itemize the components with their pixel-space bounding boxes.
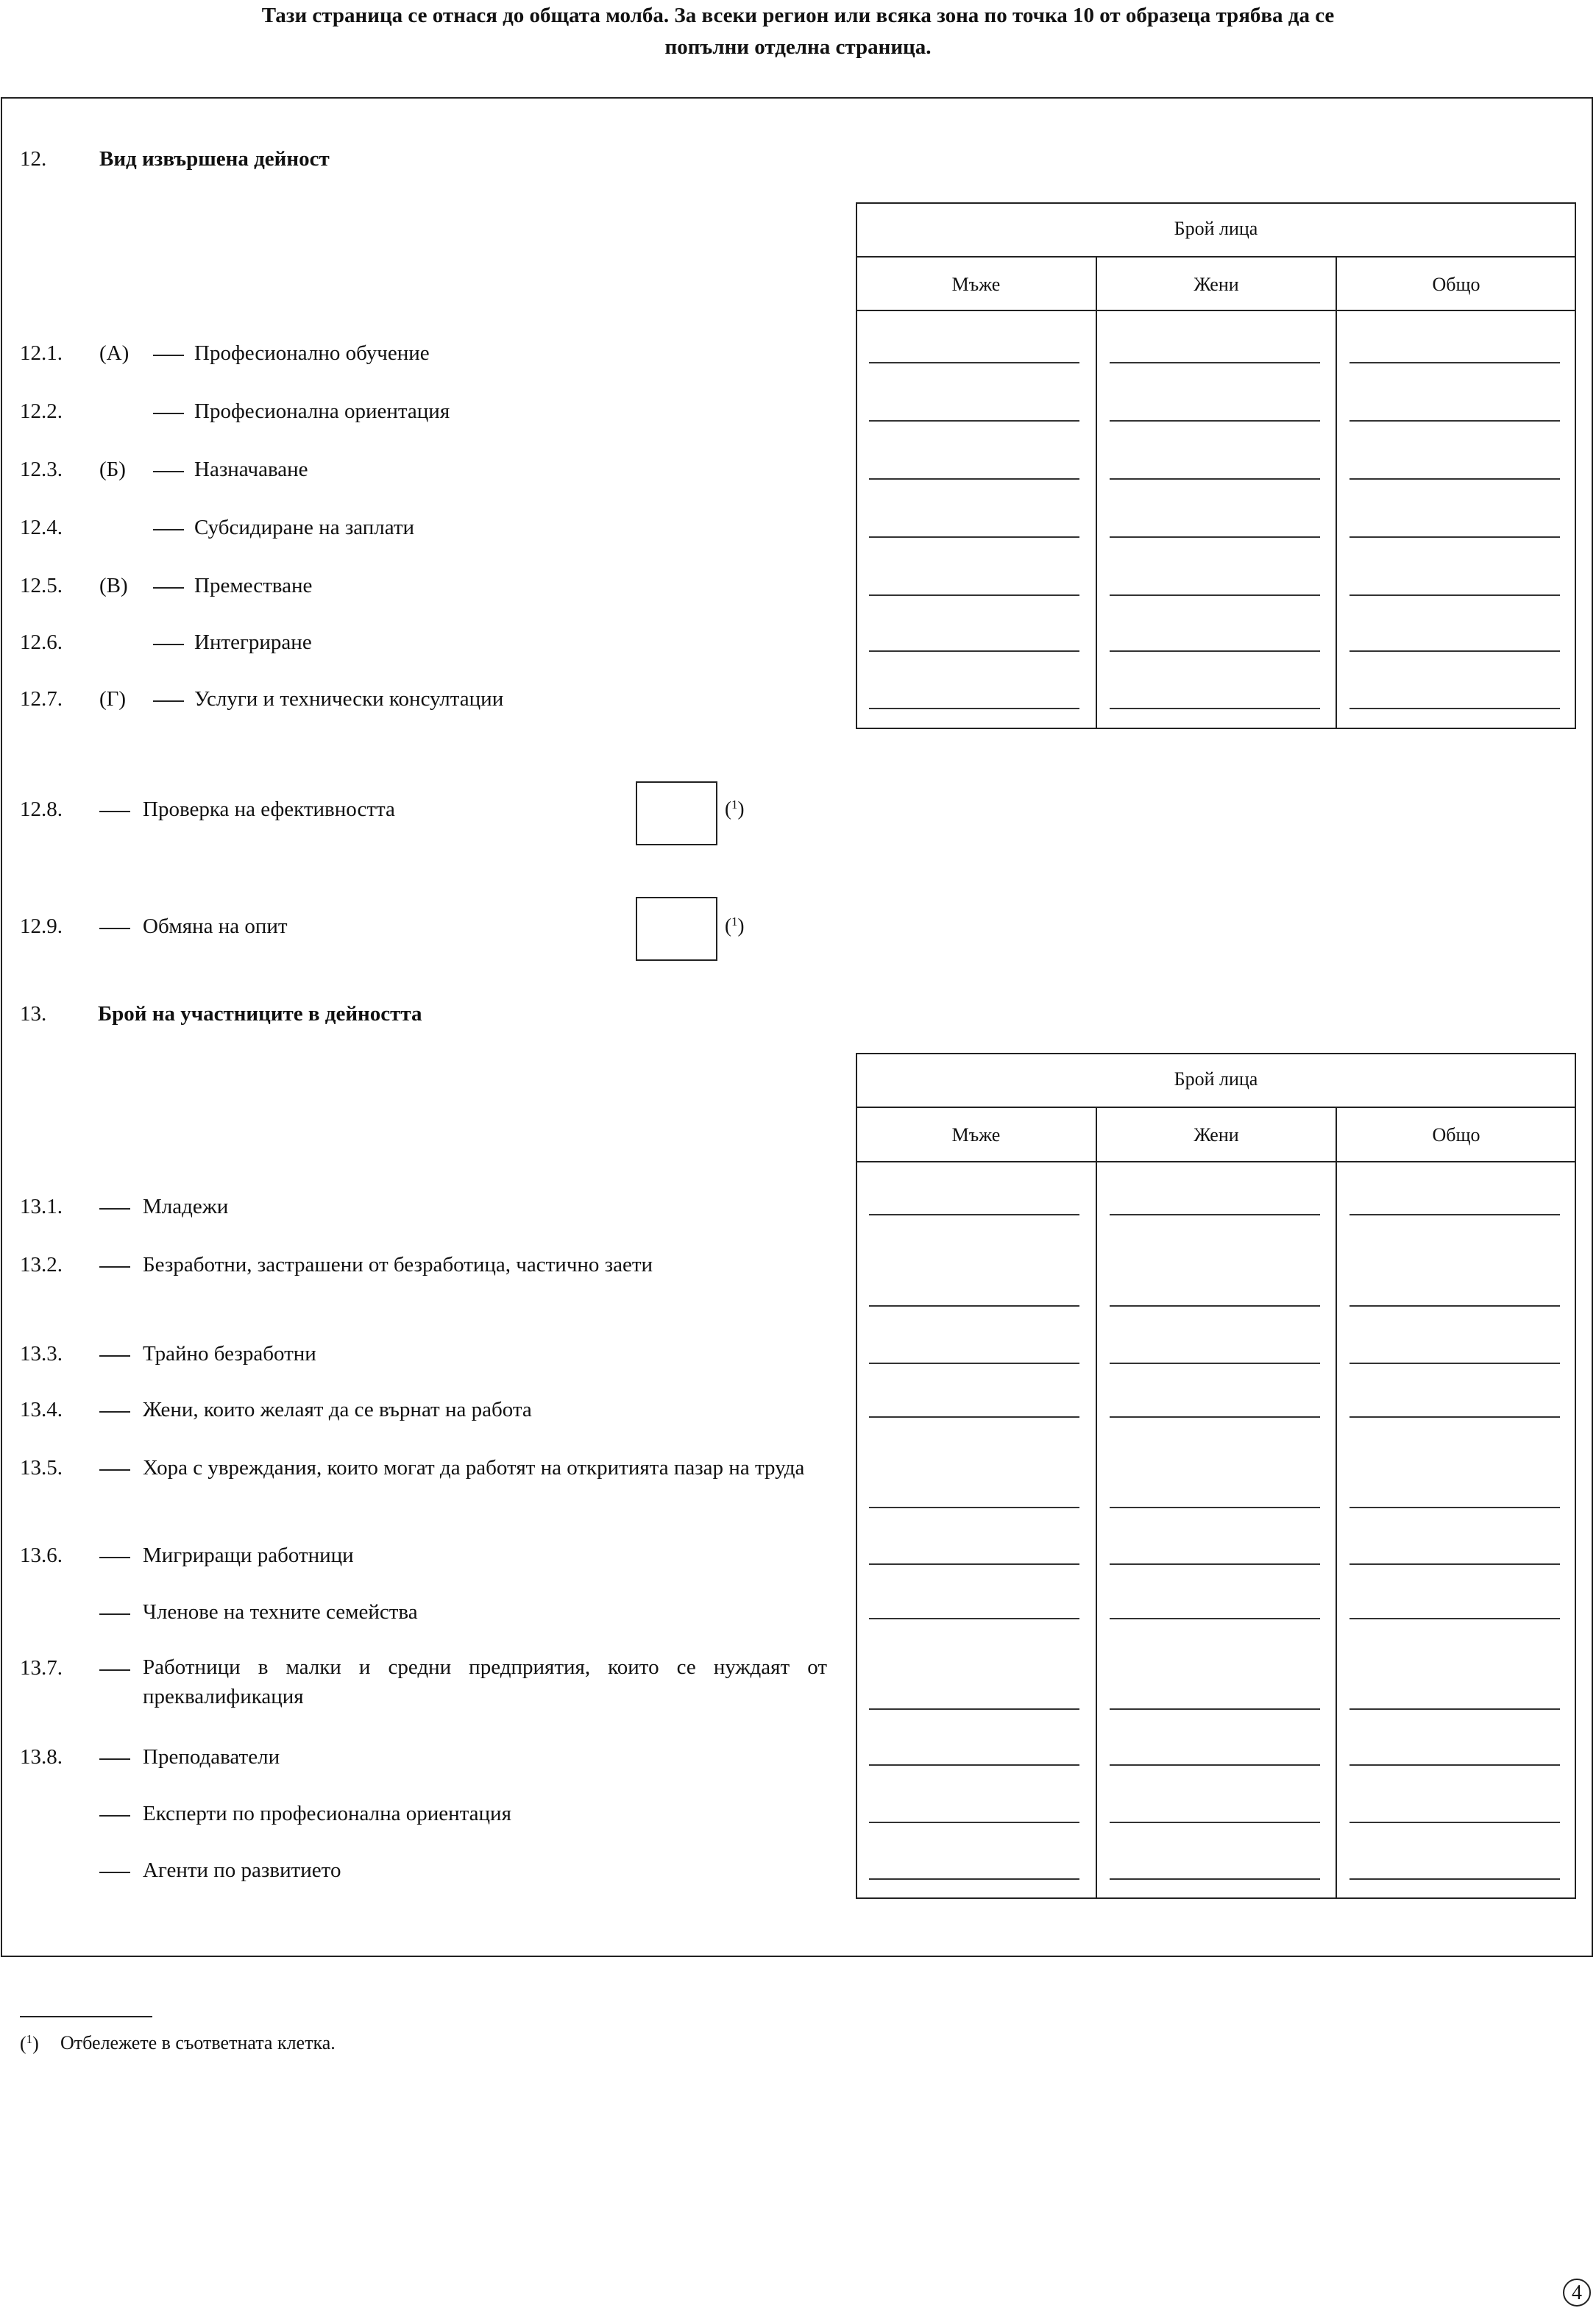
men-field[interactable] bbox=[869, 594, 1079, 596]
men-field[interactable] bbox=[869, 1878, 1079, 1880]
page-number: 4 bbox=[1563, 2279, 1591, 2307]
footnote-rule bbox=[20, 2016, 152, 2017]
women-field[interactable] bbox=[1110, 478, 1320, 480]
men-field[interactable] bbox=[869, 1618, 1079, 1619]
row-number: 13.2. bbox=[20, 1253, 63, 1276]
row-number: 13.7. bbox=[20, 1656, 63, 1680]
women-field[interactable] bbox=[1110, 1822, 1320, 1823]
men-field[interactable] bbox=[869, 1822, 1079, 1823]
total-field[interactable] bbox=[1349, 1507, 1560, 1508]
women-field[interactable] bbox=[1110, 420, 1320, 422]
row-number: 12.7. bbox=[20, 687, 63, 711]
women-field[interactable] bbox=[1110, 1878, 1320, 1880]
dash bbox=[99, 1669, 130, 1671]
men-field[interactable] bbox=[869, 536, 1079, 538]
total-field[interactable] bbox=[1349, 594, 1560, 596]
row-number: 12.1. bbox=[20, 341, 63, 365]
row-label: Преподаватели bbox=[143, 1745, 280, 1769]
dash bbox=[153, 587, 184, 589]
men-field[interactable] bbox=[869, 1214, 1079, 1215]
total-field[interactable] bbox=[1349, 1363, 1560, 1364]
table-12-col-divider bbox=[1336, 256, 1337, 729]
dash bbox=[99, 811, 130, 812]
experience-exchange-checkbox[interactable] bbox=[636, 897, 717, 961]
row-label: Трайно безработни bbox=[143, 1342, 316, 1366]
table-12-divider bbox=[856, 256, 1576, 258]
table-12-group-header: Брой лица bbox=[1174, 218, 1258, 239]
table-12-divider bbox=[856, 310, 1576, 311]
men-field[interactable] bbox=[869, 420, 1079, 422]
dash bbox=[99, 1411, 130, 1413]
row-label: Мигриращи работници bbox=[143, 1544, 354, 1567]
table-12-col-women: Жени bbox=[1194, 274, 1239, 295]
total-field[interactable] bbox=[1349, 1822, 1560, 1823]
dash bbox=[153, 413, 184, 414]
total-field[interactable] bbox=[1349, 1214, 1560, 1215]
women-field[interactable] bbox=[1110, 1764, 1320, 1766]
table-12-col-total: Общо bbox=[1432, 274, 1480, 295]
table-13 bbox=[856, 1053, 1576, 1899]
dash bbox=[99, 1872, 130, 1873]
dash bbox=[99, 1557, 130, 1558]
header-line-2: попълни отделна страница. bbox=[664, 35, 932, 59]
men-field[interactable] bbox=[869, 1764, 1079, 1766]
dash bbox=[153, 471, 184, 472]
men-field[interactable] bbox=[869, 478, 1079, 480]
row-number: 12.8. bbox=[20, 798, 63, 821]
women-field[interactable] bbox=[1110, 708, 1320, 709]
women-field[interactable] bbox=[1110, 362, 1320, 363]
row-label: Проверка на ефективността bbox=[143, 798, 395, 821]
row-number: 12.3. bbox=[20, 458, 63, 481]
table-13-col-total: Общо bbox=[1432, 1124, 1480, 1146]
men-field[interactable] bbox=[869, 1507, 1079, 1508]
row-number: 12.2. bbox=[20, 400, 63, 423]
footnote-ref: ($^1$) bbox=[725, 798, 745, 820]
women-field[interactable] bbox=[1110, 1416, 1320, 1418]
total-field[interactable] bbox=[1349, 650, 1560, 652]
row-label: Младежи bbox=[143, 1195, 229, 1218]
women-field[interactable] bbox=[1110, 1507, 1320, 1508]
row-label: Жени, които желаят да се върнат на работа bbox=[143, 1398, 532, 1421]
men-field[interactable] bbox=[869, 1416, 1079, 1418]
row-label: Услуги и технически консултации bbox=[194, 687, 504, 711]
women-field[interactable] bbox=[1110, 650, 1320, 652]
men-field[interactable] bbox=[869, 708, 1079, 709]
total-field[interactable] bbox=[1349, 1878, 1560, 1880]
header-line-1: Тази страница се отнася до общата молба. За всеки регион или всяка зона по точка 10 от образеца трябва да се bbox=[261, 4, 1335, 27]
table-13-group-header: Брой лица bbox=[1174, 1068, 1258, 1090]
men-field[interactable] bbox=[869, 1305, 1079, 1307]
row-letter: (Б) bbox=[99, 458, 126, 481]
row-label: Работници в малки и средни предприятия, които се нуждаят от преквалификация bbox=[143, 1655, 827, 1708]
dash bbox=[153, 529, 184, 530]
row-number: 13.6. bbox=[20, 1544, 63, 1567]
men-field[interactable] bbox=[869, 1563, 1079, 1565]
table-13-divider bbox=[856, 1107, 1576, 1108]
men-field[interactable] bbox=[869, 1708, 1079, 1710]
women-field[interactable] bbox=[1110, 1363, 1320, 1364]
total-field[interactable] bbox=[1349, 536, 1560, 538]
section-13-number: 13. bbox=[20, 1002, 47, 1026]
row-number: 13.4. bbox=[20, 1398, 63, 1421]
dash bbox=[99, 1355, 130, 1357]
total-field[interactable] bbox=[1349, 1708, 1560, 1710]
row-number: 12.4. bbox=[20, 516, 63, 539]
effectiveness-checkbox[interactable] bbox=[636, 781, 717, 845]
dash bbox=[99, 1758, 130, 1760]
dash bbox=[153, 644, 184, 645]
row-number: 13.3. bbox=[20, 1342, 63, 1366]
footnote-ref: ($^1$) bbox=[725, 915, 745, 937]
total-field[interactable] bbox=[1349, 1305, 1560, 1307]
total-field[interactable] bbox=[1349, 1416, 1560, 1418]
total-field[interactable] bbox=[1349, 1764, 1560, 1766]
row-label: Назначаване bbox=[194, 458, 308, 481]
women-field[interactable] bbox=[1110, 1214, 1320, 1215]
table-13-col-divider bbox=[1336, 1107, 1337, 1899]
row-letter: (А) bbox=[99, 341, 130, 365]
dash bbox=[153, 700, 184, 702]
row-label: Преместване bbox=[194, 574, 313, 597]
total-field[interactable] bbox=[1349, 1618, 1560, 1619]
row-letter: (Г) bbox=[99, 687, 127, 711]
total-field[interactable] bbox=[1349, 362, 1560, 363]
table-13-col-divider bbox=[1096, 1107, 1097, 1899]
table-13-divider bbox=[856, 1161, 1576, 1162]
table-12-col-men: Мъже bbox=[951, 274, 1001, 295]
row-label: Интегриране bbox=[194, 631, 312, 654]
women-field[interactable] bbox=[1110, 594, 1320, 596]
dash bbox=[99, 1469, 130, 1471]
row-label: Безработни, застрашени от безработица, частично заети bbox=[143, 1253, 653, 1276]
women-field[interactable] bbox=[1110, 1305, 1320, 1307]
row-number: 13.5. bbox=[20, 1456, 63, 1480]
row-label: Членове на техните семейства bbox=[143, 1600, 418, 1624]
row-label: Професионално обучение bbox=[194, 341, 430, 365]
section-13-title: Брой на участниците в дейността bbox=[98, 1002, 422, 1026]
row-letter: (В) bbox=[99, 574, 128, 597]
dash bbox=[99, 1613, 130, 1615]
row-number: 12.6. bbox=[20, 631, 63, 654]
table-12-col-divider bbox=[1096, 256, 1097, 729]
row-label: Експерти по професионална ориентация bbox=[143, 1802, 511, 1825]
section-12-title: Вид извършена дейност bbox=[99, 147, 330, 171]
dash bbox=[99, 1208, 130, 1210]
dash bbox=[99, 1266, 130, 1268]
footnote-marker: ($^1$) bbox=[20, 2032, 39, 2054]
women-field[interactable] bbox=[1110, 1618, 1320, 1619]
table-13-col-men: Мъже bbox=[951, 1124, 1001, 1146]
total-field[interactable] bbox=[1349, 478, 1560, 480]
page-header bbox=[0, 0, 1596, 63]
row-number: 13.1. bbox=[20, 1195, 63, 1218]
total-field[interactable] bbox=[1349, 420, 1560, 422]
men-field[interactable] bbox=[869, 362, 1079, 363]
section-12-number: 12. bbox=[20, 147, 47, 171]
row-number: 12.5. bbox=[20, 574, 63, 597]
total-field[interactable] bbox=[1349, 708, 1560, 709]
dash bbox=[153, 355, 184, 356]
women-field[interactable] bbox=[1110, 1563, 1320, 1565]
table-13-col-women: Жени bbox=[1194, 1124, 1239, 1146]
dash bbox=[99, 928, 130, 929]
row-number: 13.8. bbox=[20, 1745, 63, 1769]
row-label: Професионална ориентация bbox=[194, 400, 450, 423]
women-field[interactable] bbox=[1110, 1708, 1320, 1710]
men-field[interactable] bbox=[869, 1363, 1079, 1364]
footnote-text: Отбележете в съответната клетка. bbox=[60, 2032, 336, 2053]
total-field[interactable] bbox=[1349, 1563, 1560, 1565]
women-field[interactable] bbox=[1110, 536, 1320, 538]
row-number: 12.9. bbox=[20, 915, 63, 938]
row-label: Обмяна на опит bbox=[143, 915, 288, 938]
row-label: Субсидиране на заплати bbox=[194, 516, 415, 539]
row-label: Хора с увреждания, които могат да работят на откритията пазар на труда bbox=[143, 1456, 805, 1480]
men-field[interactable] bbox=[869, 650, 1079, 652]
dash bbox=[99, 1815, 130, 1817]
row-label: Агенти по развитието bbox=[143, 1858, 341, 1882]
